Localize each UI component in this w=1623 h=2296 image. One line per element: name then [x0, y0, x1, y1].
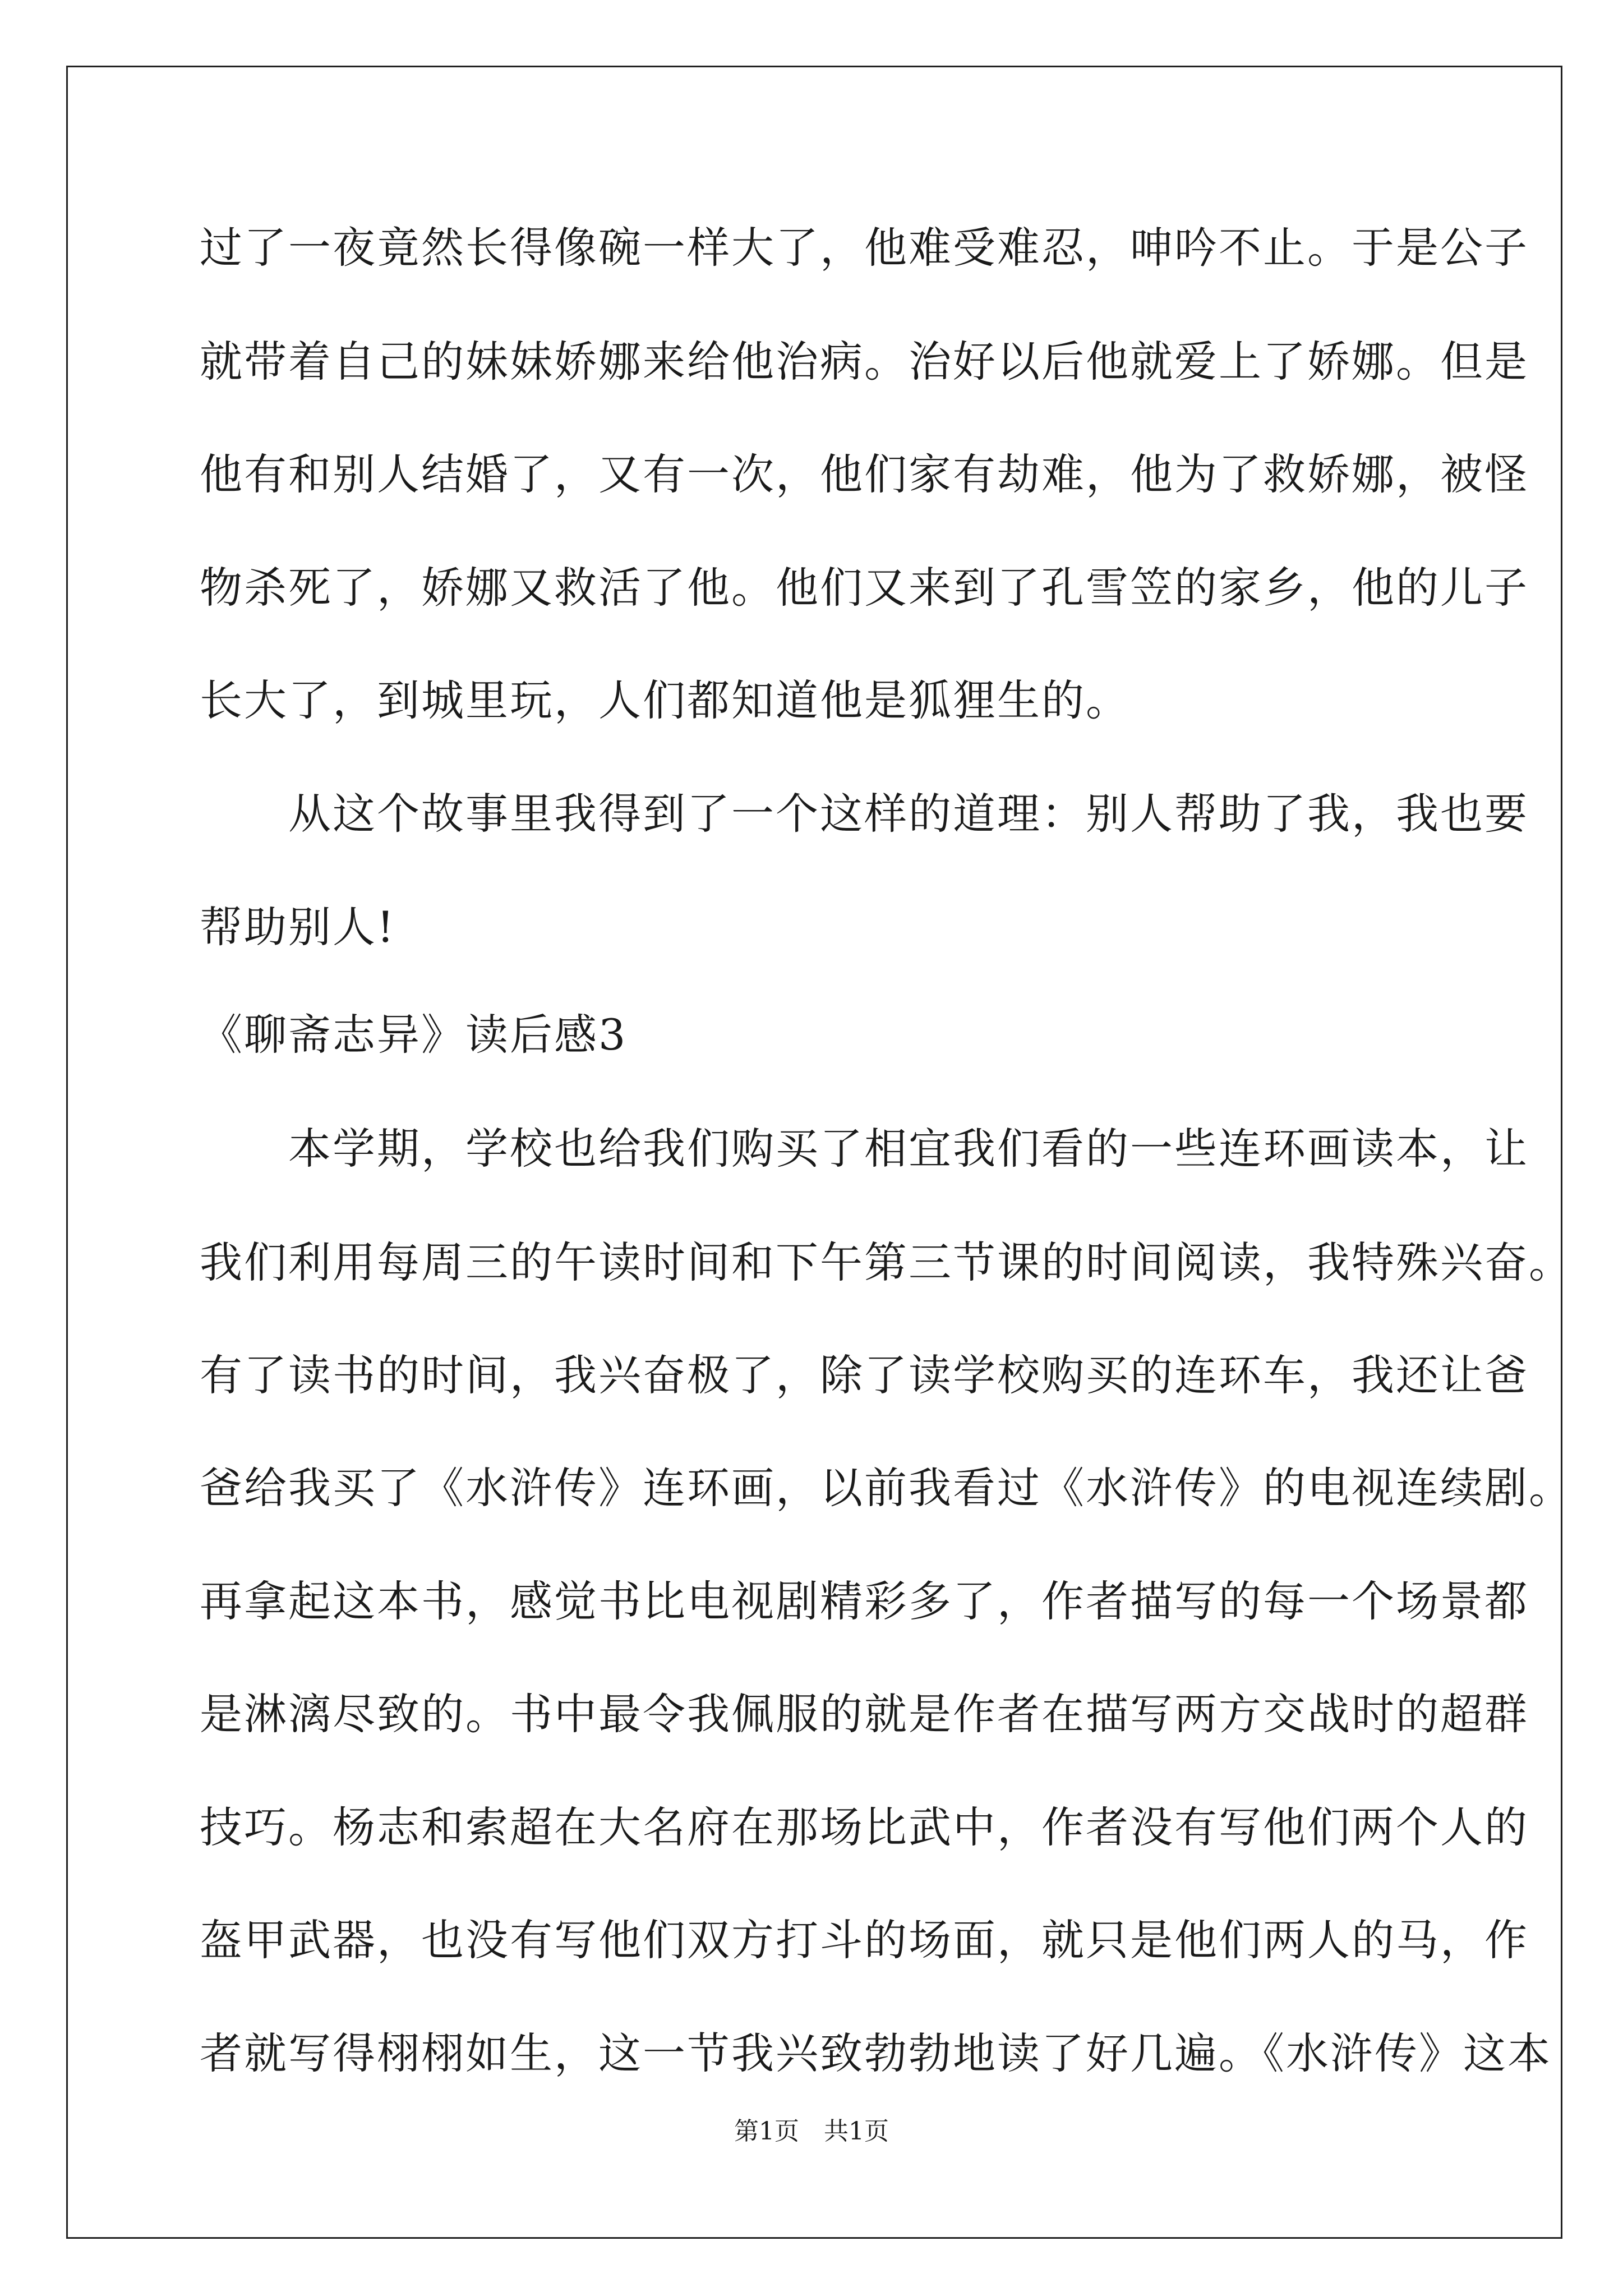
text-line-15: 技巧。杨志和索超在大名府在那场比武中，作者没有写他们两个人的 — [200, 1802, 1529, 1852]
page-number-footer: 第1页 共1页 — [734, 2117, 889, 2146]
section-heading: 《聊斋志异》读后感3 — [200, 1010, 628, 1060]
text-line-7: 帮助别人! — [200, 902, 396, 952]
text-line-3: 他有和别人结婚了，又有一次，他们家有劫难，他为了救娇娜，被怪 — [200, 449, 1529, 499]
text-line-2: 就带着自己的妹妹娇娜来给他治病。治好以后他就爱上了娇娜。但是 — [200, 337, 1529, 386]
text-line-10: 我们利用每周三的午读时间和下午第三节课的时间阅读，我特殊兴奋。 — [200, 1237, 1573, 1287]
text-line-9: 本学期，学校也给我们购买了相宜我们看的一些连环画读本，让 — [200, 1124, 1529, 1174]
text-line-17: 者就写得栩栩如生，这一节我兴致勃勃地读了好几遍。《水浒传》这本 — [200, 2028, 1552, 2078]
text-line-14: 是淋漓尽致的。书中最令我佩服的就是作者在描写两方交战时的超群 — [200, 1689, 1529, 1739]
text-line-16: 盔甲武器，也没有写他们双方打斗的场面，就只是他们两人的马，作 — [200, 1915, 1529, 1965]
text-line-11: 有了读书的时间，我兴奋极了，除了读学校购买的连环车，我还让爸 — [200, 1350, 1529, 1400]
text-line-5: 长大了，到城里玩，人们都知道他是狐狸生的。 — [200, 675, 1130, 725]
text-line-6: 从这个故事里我得到了一个这样的道理：别人帮助了我，我也要 — [200, 789, 1529, 839]
text-line-13: 再拿起这本书，感觉书比电视剧精彩多了，作者描写的每一个场景都 — [200, 1576, 1529, 1626]
text-line-12: 爸给我买了《水浒传》连环画，以前我看过《水浒传》的电视连续剧。 — [200, 1463, 1573, 1513]
text-line-1: 过了一夜竟然长得像碗一样大了，他难受难忍，呻吟不止。于是公子 — [200, 223, 1529, 273]
text-line-4: 物杀死了，娇娜又救活了他。他们又来到了孔雪笠的家乡，他的儿子 — [200, 563, 1529, 613]
